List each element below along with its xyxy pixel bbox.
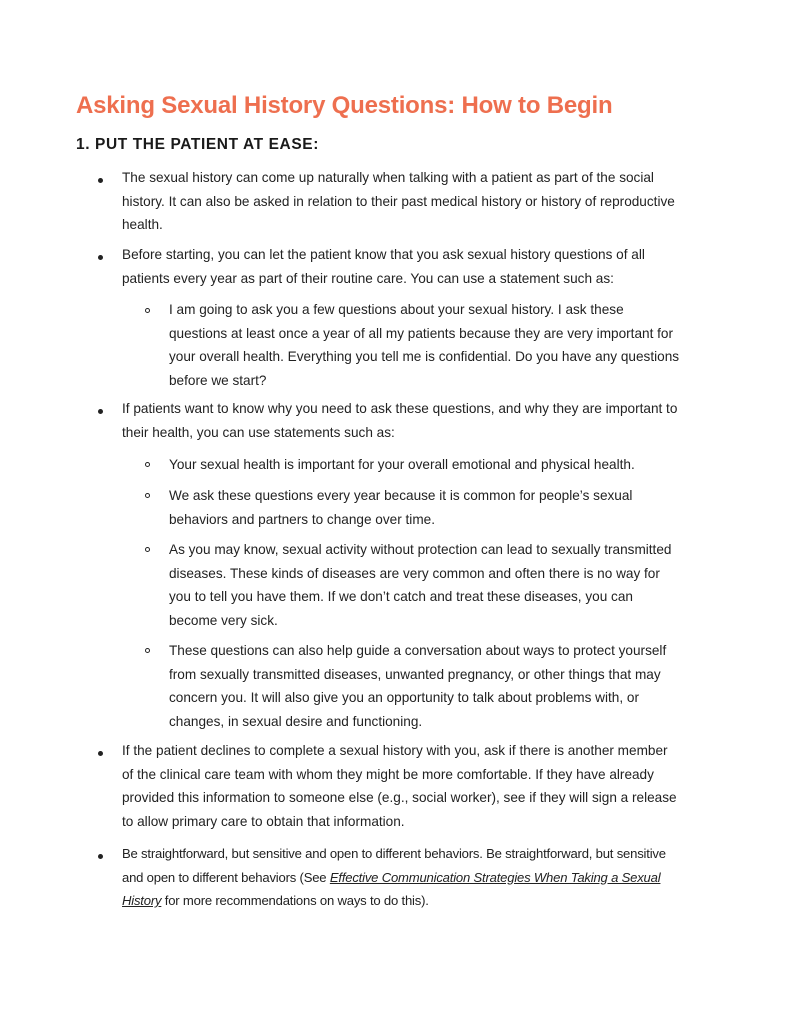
sub-bullet-marker xyxy=(145,462,150,467)
bullet-item-natural-history: The sexual history can come up naturally when talking with a patient as part of the social history. It can also be asked in relation to their past medical history or history of reproductive health. xyxy=(122,170,675,232)
bullet-item-before-starting: Before starting, you can let the patient know that you ask sexual history questions of all patients every year as part of their routine care. You can use a statement such as: xyxy=(122,247,645,286)
bullet-marker xyxy=(98,178,103,183)
bullet-item-declines: If the patient declines to complete a sexual history with you, ask if there is another member of the clinical care team with whom they might be more comfortable. If they have already provided this information to someone else (e.g., social worker), see if they will sign a release to allow primary care to obtain that information. xyxy=(122,743,677,829)
sub-item-every-year: We ask these questions every year because it is common for people’s sexual behaviors and partners to change over time. xyxy=(169,488,633,527)
sub-item-guide-conversation: These questions can also help guide a conversation about ways to protect yourself from sexually transmitted diseases, unwanted pregnancy, or other things that may concern you. It will also give you an opportunity to talk about problems with, or changes, in sexual desire and functioning. xyxy=(169,643,667,729)
bullet-item-why-ask: If patients want to know why you need to ask these questions, and why they are important to their health, you can use statements such as: xyxy=(122,401,678,440)
bullet-marker xyxy=(98,409,103,414)
bullet-marker xyxy=(98,255,103,260)
bullet-marker xyxy=(98,854,103,859)
straightforward-text-end: for more recommendations on ways to do this). xyxy=(161,893,429,908)
page-title: Asking Sexual History Questions: How to Begin xyxy=(76,92,613,119)
sub-bullet-marker xyxy=(145,308,150,313)
sub-bullet-marker xyxy=(145,547,150,552)
sub-bullet-marker xyxy=(145,493,150,498)
sub-bullet-marker xyxy=(145,648,150,653)
bullet-item-straightforward xyxy=(122,842,682,913)
bullet-marker xyxy=(98,751,103,756)
sub-item-intro-statement: I am going to ask you a few questions about your sexual history. I ask these questions at least once a year of all my patients because they are very important for your overall health. Everything you tell me is confidential. Do you have any questions before we start? xyxy=(169,302,680,388)
section-heading: 1. PUT THE PATIENT AT EASE: xyxy=(76,136,319,153)
straightforward-text: Be straightforward, but sensitive and open to different behaviors. Be straightforward, but sensitive and open to different behaviors (See xyxy=(122,846,666,885)
sub-item-protection: As you may know, sexual activity without protection can lead to sexually transmitted diseases. These kinds of diseases are very common and often there is no way for you to tell you have them. If we don’t catch and treat these diseases, you can become very sick. xyxy=(169,542,672,628)
sub-item-sexual-health: Your sexual health is important for your overall emotional and physical health. xyxy=(169,457,635,472)
effective-communication-link[interactable]: Effective Communication Strategies When Taking a Sexual History xyxy=(122,869,661,908)
